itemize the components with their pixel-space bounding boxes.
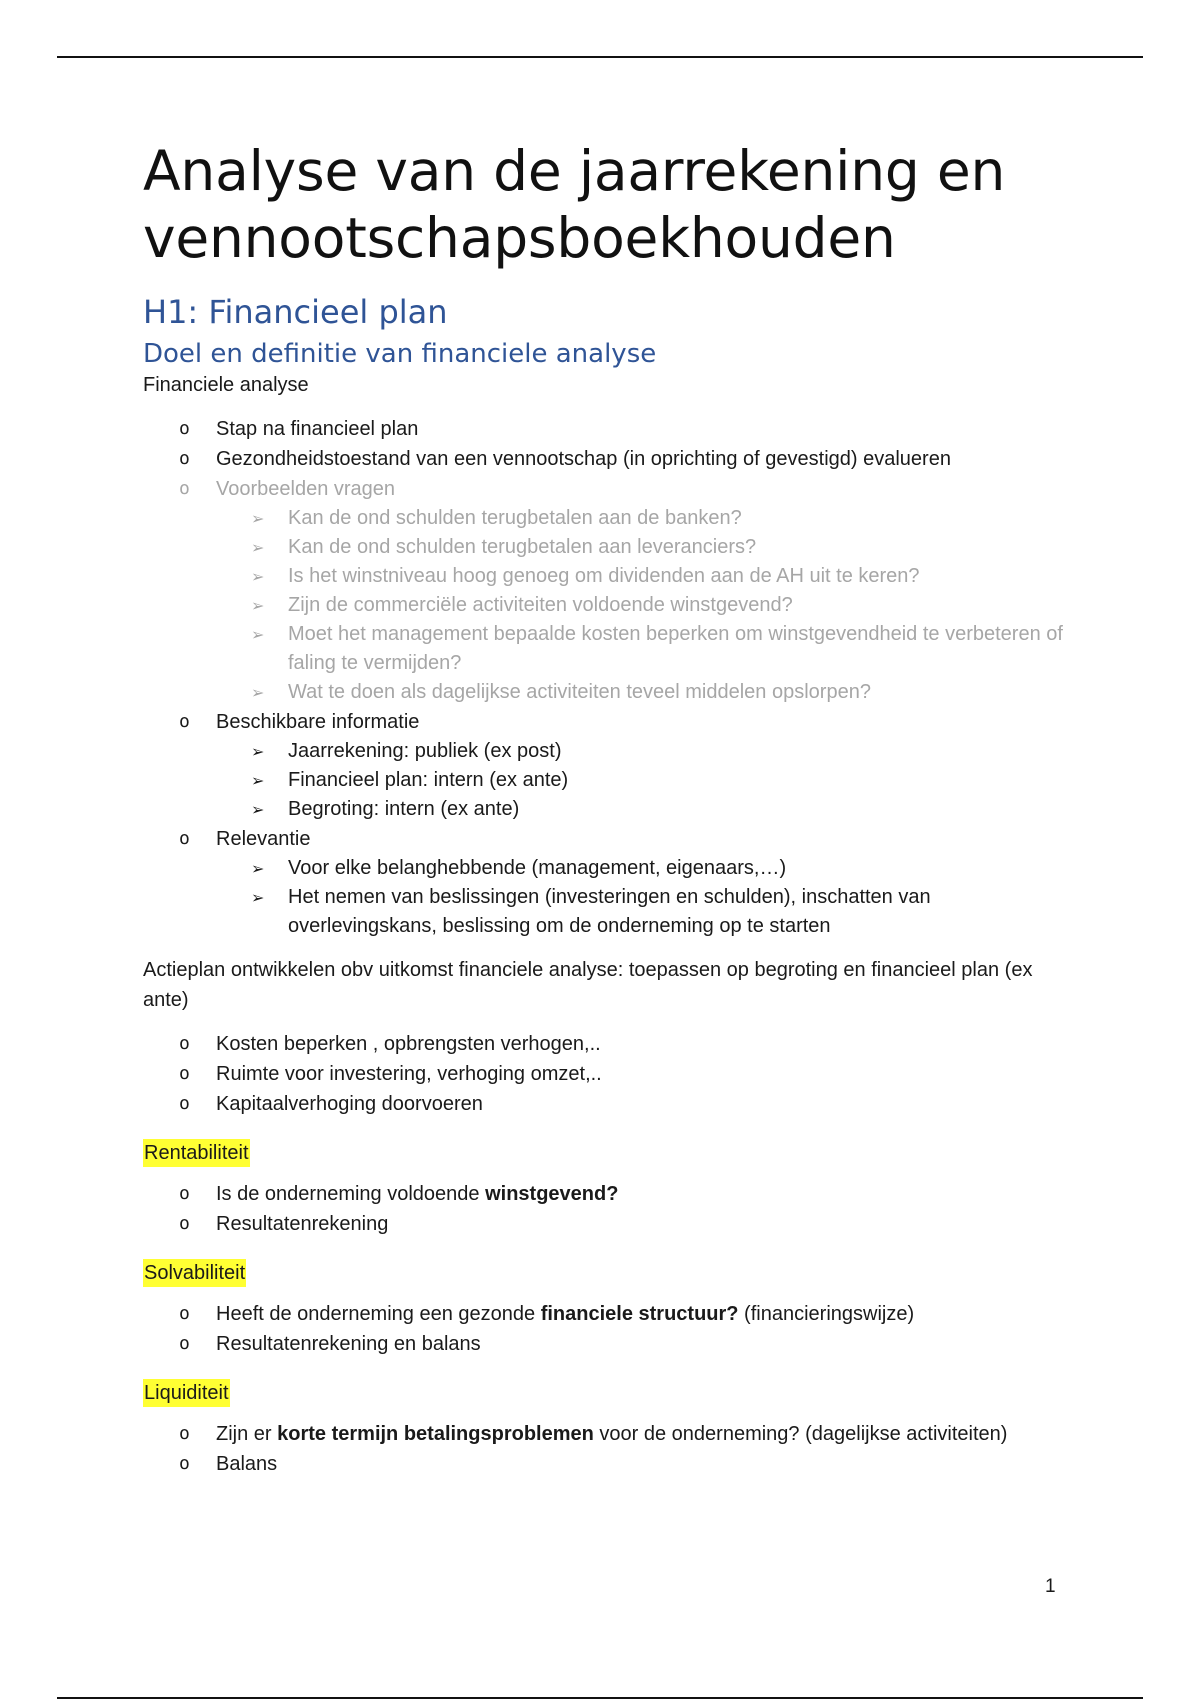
sub-list-item: ➢ Wat te doen als dagelijkse activiteiten teveel middelen opslorpen? bbox=[216, 678, 1063, 707]
arrow-bullet-icon: ➢ bbox=[251, 509, 265, 528]
list-item: o Is de onderneming voldoende winstgevend? bbox=[143, 1179, 1063, 1209]
circle-bullet-icon: o bbox=[179, 1063, 190, 1084]
sub-list-item: ➢ Is het winstniveau hoog genoeg om dividenden aan de AH uit te keren? bbox=[216, 562, 1063, 591]
circle-bullet-icon: o bbox=[179, 478, 190, 499]
footer-rule bbox=[57, 1697, 1143, 1699]
actieplan-list bbox=[143, 1029, 1063, 1119]
list-item: o Zijn er korte termijn betalingsproblemen voor de onderneming? (dagelijkse activiteiten) bbox=[143, 1419, 1063, 1449]
sub-list-item: ➢ Financieel plan: intern (ex ante) bbox=[216, 766, 1063, 795]
circle-bullet-icon: o bbox=[179, 1453, 190, 1474]
header-rule bbox=[57, 56, 1143, 58]
list-item: o Balans bbox=[143, 1449, 1063, 1479]
sub-list bbox=[216, 737, 1063, 824]
list-item: o Gezondheidstoestand van een vennootschap (in oprichting of gevestigd) evalueren bbox=[143, 444, 1063, 474]
circle-bullet-icon: o bbox=[179, 448, 190, 469]
page-number: 1 bbox=[1045, 1576, 1056, 1597]
circle-bullet-icon: o bbox=[179, 1423, 190, 1444]
list-item: o Resultatenrekening en balans bbox=[143, 1329, 1063, 1359]
sub-list bbox=[216, 504, 1063, 707]
sub-list-item: ➢ Voor elke belanghebbende (management, eigenaars,…) bbox=[216, 854, 1063, 883]
arrow-bullet-icon: ➢ bbox=[251, 859, 265, 878]
section-liquiditeit bbox=[143, 1379, 1063, 1479]
list-item: o Ruimte voor investering, verhoging omzet,.. bbox=[143, 1059, 1063, 1089]
sub-list-item: ➢ Het nemen van beslissingen (investeringen en schulden), inschatten van overlevingskans, beslissing om de onderneming op te starten bbox=[216, 883, 1063, 941]
circle-bullet-icon: o bbox=[179, 1033, 190, 1054]
sub-list-item: ➢ Jaarrekening: publiek (ex post) bbox=[216, 737, 1063, 766]
arrow-bullet-icon: ➢ bbox=[251, 888, 265, 907]
highlighted-label-solvabiliteit: Solvabiliteit bbox=[143, 1259, 246, 1287]
circle-bullet-icon: o bbox=[179, 1303, 190, 1324]
circle-bullet-icon: o bbox=[179, 1333, 190, 1354]
arrow-bullet-icon: ➢ bbox=[251, 625, 265, 644]
circle-bullet-icon: o bbox=[179, 418, 190, 439]
circle-bullet-icon: o bbox=[179, 711, 190, 732]
arrow-bullet-icon: ➢ bbox=[251, 538, 265, 557]
circle-bullet-icon: o bbox=[179, 828, 190, 849]
arrow-bullet-icon: ➢ bbox=[251, 596, 265, 615]
arrow-bullet-icon: ➢ bbox=[251, 567, 265, 586]
list-item: o Kapitaalverhoging doorvoeren bbox=[143, 1089, 1063, 1119]
sub-list-item: ➢ Begroting: intern (ex ante) bbox=[216, 795, 1063, 824]
financiele-analyse-list bbox=[143, 414, 1063, 941]
circle-bullet-icon: o bbox=[179, 1183, 190, 1204]
arrow-bullet-icon: ➢ bbox=[251, 742, 265, 761]
document-page bbox=[143, 138, 1063, 1479]
solvabiliteit-list bbox=[143, 1299, 1063, 1359]
sub-list-item: ➢ Zijn de commerciële activiteiten voldoende winstgevend? bbox=[216, 591, 1063, 620]
sub-list-item: ➢ Moet het management bepaalde kosten beperken om winstgevendheid te verbeteren of faling te vermijden? bbox=[216, 620, 1063, 678]
liquiditeit-list bbox=[143, 1419, 1063, 1479]
section-solvabiliteit bbox=[143, 1259, 1063, 1359]
list-item-voorbeelden: o Voorbeelden vragen ➢ Kan de ond schulden terugbetalen aan de banken? ➢ Kan de ond schulden terugbetalen aan leveranciers? ➢ Is het winstniveau hoog genoeg om dividenden aan de AH uit te keren? ➢ Zijn de commerciële activiteiten voldoende winstgevend? ➢ Moet het management bepaalde kosten beperken om winstgevendheid te verbeteren of faling te vermijden? ➢ Wat te doen als dagelijkse activiteiten teveel middelen opslorpen? bbox=[143, 474, 1063, 707]
sub-list-item: ➢ Kan de ond schulden terugbetalen aan de banken? bbox=[216, 504, 1063, 533]
highlighted-label-rentabiliteit: Rentabiliteit bbox=[143, 1139, 250, 1167]
list-item-relevantie: o Relevantie ➢ Voor elke belanghebbende (management, eigenaars,…) ➢ Het nemen van beslissingen (investeringen en schulden), inschatten van overlevingskans, beslissing om de onderneming op te starten bbox=[143, 824, 1063, 941]
highlighted-label-liquiditeit: Liquiditeit bbox=[143, 1379, 230, 1407]
arrow-bullet-icon: ➢ bbox=[251, 683, 265, 702]
rentabiliteit-list bbox=[143, 1179, 1063, 1239]
arrow-bullet-icon: ➢ bbox=[251, 800, 265, 819]
sub-list-item: ➢ Kan de ond schulden terugbetalen aan leveranciers? bbox=[216, 533, 1063, 562]
arrow-bullet-icon: ➢ bbox=[251, 771, 265, 790]
actieplan-paragraph: Actieplan ontwikkelen obv uitkomst financiele analyse: toepassen op begroting en financieel plan (ex ante) bbox=[143, 959, 1033, 1011]
document-title bbox=[143, 138, 1063, 272]
title-line-1: Analyse van de jaarrekening en bbox=[143, 139, 1006, 203]
title-line-2: vennootschapsboekhouden bbox=[143, 206, 896, 270]
circle-bullet-icon: o bbox=[179, 1213, 190, 1234]
list-item: o Heeft de onderneming een gezonde financiele structuur? (financieringswijze) bbox=[143, 1299, 1063, 1329]
list-item: o Stap na financieel plan bbox=[143, 414, 1063, 444]
list-item-beschikbare-informatie: o Beschikbare informatie ➢ Jaarrekening: publiek (ex post) ➢ Financieel plan: intern (ex ante) ➢ Begroting: intern (ex ante) bbox=[143, 707, 1063, 824]
list-item: o Kosten beperken , opbrengsten verhogen,.. bbox=[143, 1029, 1063, 1059]
sub-list bbox=[216, 854, 1063, 941]
heading-2: Doel en definitie van financiele analyse bbox=[143, 339, 657, 369]
list-item: o Resultatenrekening bbox=[143, 1209, 1063, 1239]
subheading-financiele-analyse: Financiele analyse bbox=[143, 374, 309, 396]
section-rentabiliteit bbox=[143, 1139, 1063, 1239]
heading-1: H1: Financieel plan bbox=[143, 293, 448, 331]
circle-bullet-icon: o bbox=[179, 1093, 190, 1114]
